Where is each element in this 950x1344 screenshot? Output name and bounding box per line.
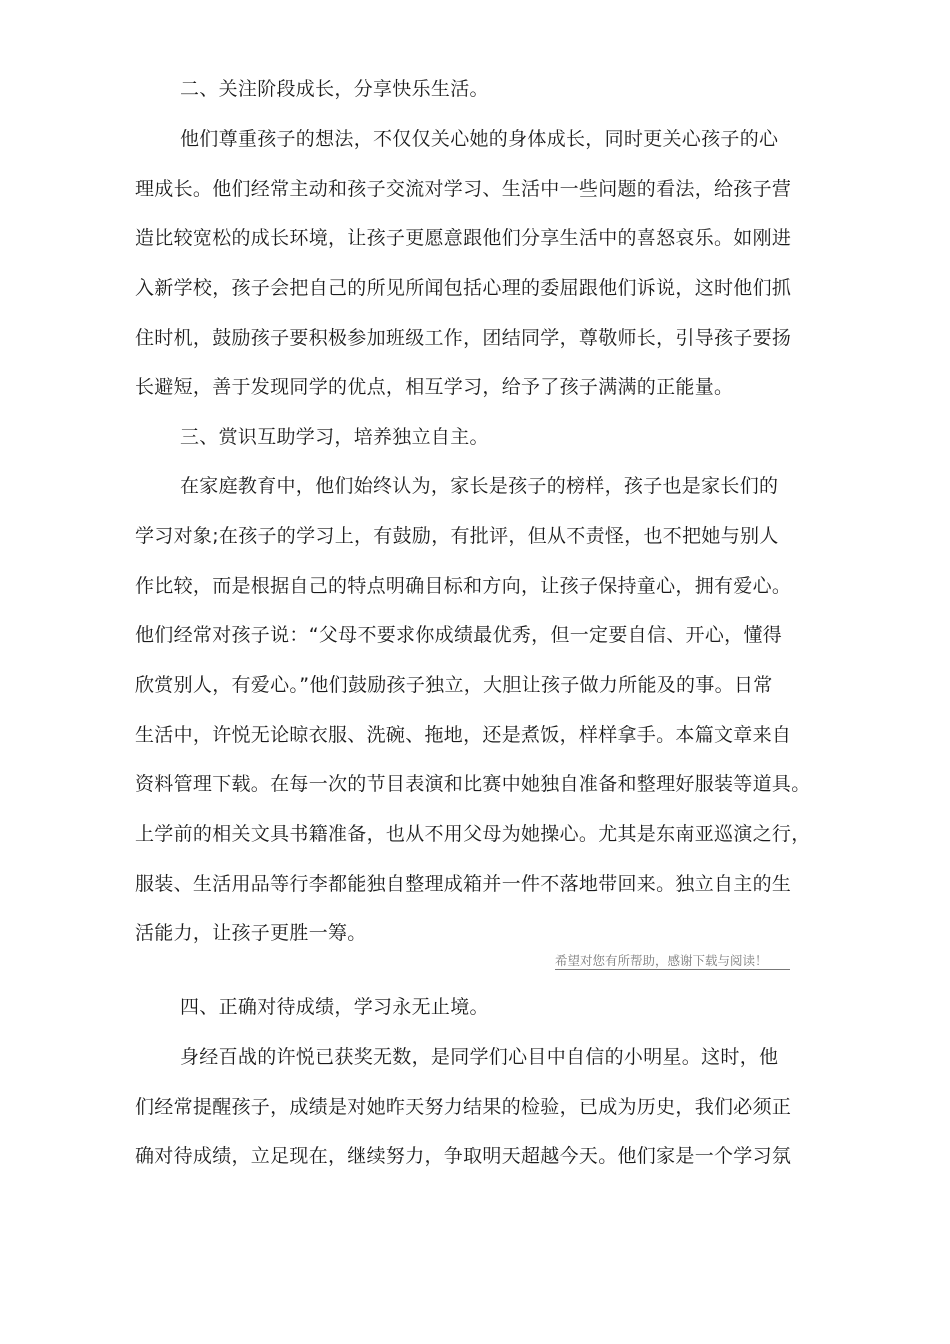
- paragraph-line: 生活中，许悦无论晾衣服、洗碗、拖地，还是煮饭，样样拿手。本篇文章来自: [135, 724, 792, 746]
- paragraph-line: 在家庭教育中，他们始终认为，家长是孩子的榜样，孩子也是家长们的: [180, 475, 779, 497]
- paragraph-line: 服装、生活用品等行李都能独自整理成箱并一件不落地带回来。独立自主的生: [135, 873, 792, 895]
- section-heading-4: 四、正确对待成绩，学习永无止境。: [180, 996, 489, 1018]
- paragraph-line: 们经常提醒孩子，成绩是对她昨天努力结果的检验，已成为历史，我们必须正: [135, 1096, 792, 1118]
- paragraph-line: 活能力，让孩子更胜一筹。: [135, 922, 367, 944]
- paragraph-line: 住时机，鼓励孩子要积极参加班级工作，团结同学，尊敬师长，引导孩子要扬: [135, 327, 792, 349]
- paragraph-line: 确对待成绩，立足现在，继续努力，争取明天超越今天。他们家是一个学习氛: [135, 1145, 792, 1167]
- paragraph-line: 欣赏别人，有爱心。”他们鼓励孩子独立，大胆让孩子做力所能及的事。日常: [135, 674, 773, 696]
- paragraph-line: 身经百战的许悦已获奖无数，是同学们心目中自信的小明星。这时，他: [180, 1046, 779, 1068]
- paragraph-line: 他们尊重孩子的想法，不仅仅关心她的身体成长，同时更关心孩子的心: [180, 128, 779, 150]
- paragraph-line: 造比较宽松的成长环境，让孩子更愿意跟他们分享生活中的喜怒哀乐。如刚进: [135, 227, 792, 249]
- download-note: 希望对您有所帮助，感谢下载与阅读！: [555, 953, 790, 970]
- paragraph-line: 理成长。他们经常主动和孩子交流对学习、生活中一些问题的看法，给孩子营: [135, 178, 792, 200]
- section-heading-3: 三、赏识互助学习，培养独立自主。: [180, 426, 489, 448]
- paragraph-line: 入新学校，孩子会把自己的所见所闻包括心理的委屈跟他们诉说，这时他们抓: [135, 277, 792, 299]
- paragraph-line: 学习对象;在孩子的学习上，有鼓励，有批评，但从不责怪，也不把她与别人: [135, 525, 779, 547]
- paragraph-line: 他们经常对孩子说：“父母不要求你成绩最优秀，但一定要自信、开心，懂得: [135, 624, 783, 646]
- section-heading-2: 二、关注阶段成长，分享快乐生活。: [180, 78, 489, 100]
- paragraph-line: 作比较，而是根据自己的特点明确目标和方向，让孩子保持童心，拥有爱心。: [135, 575, 792, 597]
- paragraph-line: 长避短，善于发现同学的优点，相互学习，给予了孩子满满的正能量。: [135, 376, 734, 398]
- paragraph-line: 上学前的相关文具书籍准备，也从不用父母为她操心。尤其是东南亚巡演之行，: [135, 823, 811, 845]
- paragraph-line: 资料管理下载。在每一次的节目表演和比赛中她独自准备和整理好服装等道具。: [135, 773, 811, 795]
